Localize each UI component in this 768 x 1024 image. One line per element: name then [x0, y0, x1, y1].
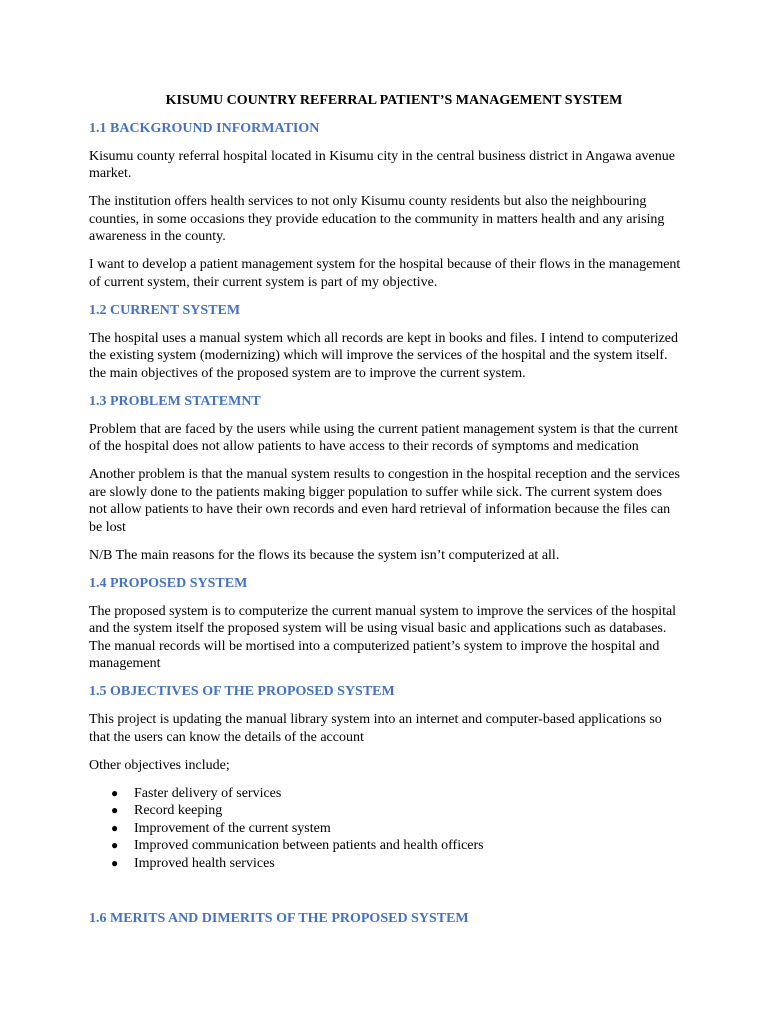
paragraph: I want to develop a patient management system for the hospital because of their flows in the management of current system, their current system is part of my objective.: [89, 257, 681, 290]
list-item-text: Improved communication between patients and health officers: [134, 838, 484, 853]
paragraph: The hospital uses a manual system which all records are kept in books and files. I intend to computerized the existing system (modernizing) which will improve the services of the hospital and the system itself. the main objectives of the proposed system are to improve the current system.: [89, 330, 679, 381]
paragraph: This project is updating the manual library system into an internet and computer-based applications so that the users can know the details of the account: [89, 712, 662, 745]
paragraph: The proposed system is to computerize the current manual system to improve the services of the hospital and the system itself the proposed system will be using visual basic and applications such as databases. The manual records will be mortised into a computerized patient’s system to improve the hospital and management: [89, 603, 677, 671]
paragraph: N/B The main reasons for the flows its because the system isn’t computerized at all.: [89, 547, 560, 563]
list-item-text: Improvement of the current system: [134, 820, 331, 836]
paragraph: Another problem is that the manual system results to congestion in the hospital reception and the services are slowly done to the patients making bigger population to suffer while sick. The current system does not allow patients to have their own records and even hard retrieval of information because the files can be lost: [89, 467, 680, 535]
bullet-dot-icon: ●: [111, 785, 119, 800]
document-title: KISUMU COUNTRY REFERRAL PATIENT’S MANAGEMENT SYSTEM: [165, 93, 623, 108]
section-heading-problem-statement: 1.3 PROBLEM STATEMNT: [89, 393, 261, 409]
section-heading-proposed-system: 1.4 PROPOSED SYSTEM: [89, 575, 248, 591]
spacer: [89, 872, 681, 910]
bullet-dot-icon: ●: [111, 820, 119, 835]
list-item-text: Faster delivery of services: [134, 785, 282, 801]
list-item: [89, 855, 681, 873]
list-item: [89, 785, 681, 803]
document-page: [89, 92, 681, 938]
list-item: [89, 802, 681, 820]
paragraph: Kisumu county referral hospital located in Kisumu city in the central business district in Angawa avenue market.: [89, 148, 675, 181]
bullet-dot-icon: ●: [111, 855, 119, 870]
paragraph: Other objectives include;: [89, 757, 230, 773]
paragraph: The institution offers health services to not only Kisumu county residents but also the neighbouring counties, in some occasions they provide education to the community in matters health and any arising awareness in the county.: [89, 194, 665, 244]
section-heading-background: 1.1 BACKGROUND INFORMATION: [89, 120, 320, 136]
section-heading-objectives: 1.5 OBJECTIVES OF THE PROPOSED SYSTEM: [89, 684, 395, 699]
paragraph: Problem that are faced by the users while using the current patient management system is that the current of the hospital does not allow patients to have access to their records of symptoms and medication: [89, 421, 678, 454]
section-heading-current-system: 1.2 CURRENT SYSTEM: [89, 302, 241, 318]
list-item-text: Improved health services: [134, 855, 275, 871]
list-item: [89, 837, 681, 855]
list-item: [89, 820, 681, 838]
section-heading-merits-demerits: 1.6 MERITS AND DIMERITS OF THE PROPOSED SYSTEM: [89, 911, 469, 926]
objectives-list: [89, 785, 681, 873]
list-item-text: Record keeping: [134, 803, 223, 818]
bullet-dot-icon: ●: [111, 838, 119, 852]
bullet-dot-icon: ●: [111, 803, 119, 817]
